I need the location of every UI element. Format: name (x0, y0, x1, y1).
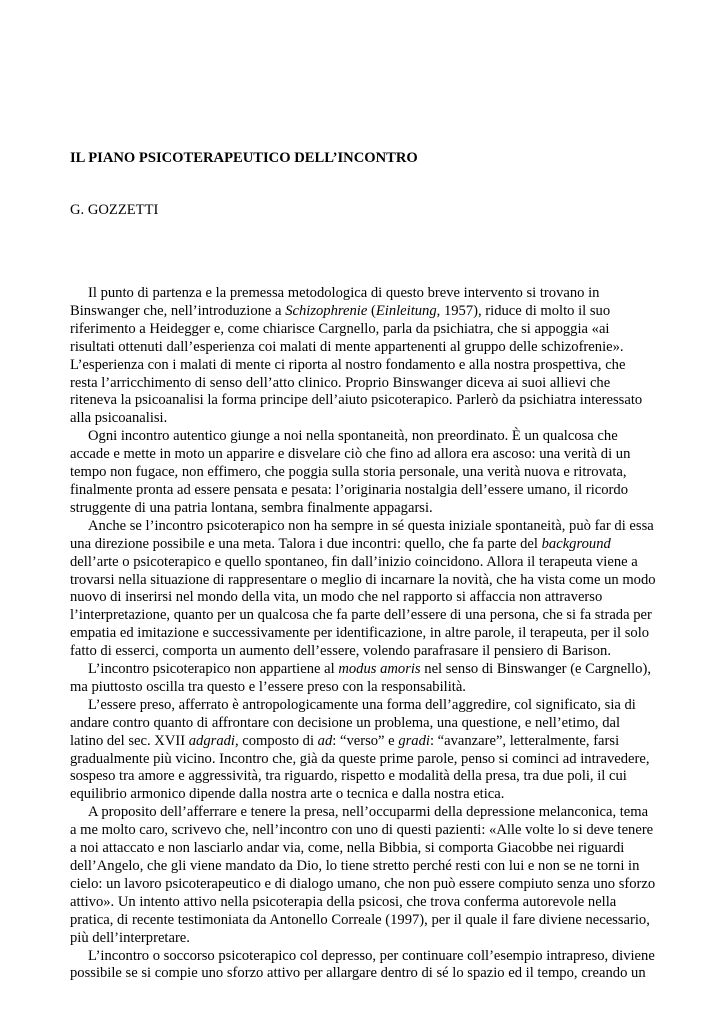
text-line (70, 715, 654, 733)
text-segment: andare contro quanto di affrontare con decisione un problema, una questione, e nell’etimo, dal (70, 714, 621, 731)
text-line (70, 894, 654, 912)
text-line (70, 786, 654, 804)
text-segment: finalmente pronta ad essere pensata e pesata: l’originaria nostalgia dell’essere umano, il ricordo (70, 481, 628, 498)
text-segment: accade e mette in moto un apparire e disvelare ciò che fino ad allora era ascoso: una verità di un (70, 446, 631, 463)
text-line (70, 375, 654, 393)
text-line (70, 554, 654, 572)
text-segment: struggente di una patria lontana, sembra finalmente appagarsi. (70, 499, 433, 516)
text-line (70, 661, 654, 679)
text-segment: Ogni incontro autentico giunge a noi nella spontaneità, non preordinato. È un qualcosa che (88, 428, 618, 445)
text-line (70, 822, 654, 840)
italic-text-segment: ad (317, 732, 333, 749)
text-segment: L’esperienza con i malati di mente ci riporta al nostro fondamento e alla nostra prospettiva, che (70, 356, 626, 373)
text-line (70, 607, 654, 625)
text-line (70, 965, 654, 983)
text-segment: dell’arte o psicoterapico e quello spontaneo, fin dall’inizio coincidono. Allora il terapeuta viene a (70, 553, 638, 570)
text-segment: fatto di esserci, comporta un aumento dell’essere, volendo parafrasare il pensiero di Barison. (70, 643, 611, 660)
text-segment: pratica, di recente testimoniata da Antonello Correale (1997), per il quale il fare diviene necessario, (70, 911, 650, 928)
text-line (70, 572, 654, 590)
text-segment: trovarsi nella situazione di rappresentare o meglio di incarnare la novità, che ha vista come un modo (70, 571, 656, 588)
text-segment: ( (367, 302, 376, 319)
text-line (70, 464, 654, 482)
text-line (70, 285, 654, 303)
text-segment: alla psicoanalisi. (70, 410, 168, 427)
text-segment: tempo non fugace, non effimero, che poggia sulla storia personale, una verità nuova e ritrovata, (70, 464, 627, 481)
text-segment: nuovo di inserirsi nel mondo della vita, un modo che nel rapporto si affaccia non attraverso (70, 589, 603, 606)
text-segment: una direzione possibile e una meta. Talora i due incontri: quello, che fa parte del (70, 535, 542, 552)
text-segment: possibile se si compie uno sforzo attivo per allargare dentro di sé lo spazio ed il tempo, creando un (70, 965, 646, 982)
text-line (70, 482, 654, 500)
text-line (70, 804, 654, 822)
text-line (70, 518, 654, 536)
text-segment: ma piuttosto oscilla tra questo e l’essere preso con la responsabilità. (70, 678, 466, 695)
text-line (70, 768, 654, 786)
text-segment: dell’Angelo, che gli viene mandato da Dio, lo tiene stretto perché resti con lui e non se ne torni in (70, 858, 640, 874)
text-line (70, 536, 654, 554)
text-line (70, 392, 654, 410)
text-line (70, 339, 654, 357)
text-line (70, 589, 654, 607)
text-line (70, 912, 654, 930)
text-segment: a noi attaccato e non lasciarlo andar via, come, nella Bibbia, si comporta Giacobbe nei riguardi (70, 840, 625, 857)
text-segment: riferimento a Heidegger e, come chiarisce Cargnello, parla da psichiatra, che si appoggia «ai (70, 320, 610, 337)
text-segment: risultati ottenuti dall’esperienza coi malati di mente appartenenti al gruppo delle schizofrenie». (70, 338, 624, 355)
text-line (70, 948, 654, 966)
text-segment: cielo: un lavoro psicoterapeutico e di dialogo umano, che non può essere compiuto senza uno sforzo (70, 875, 656, 892)
text-segment: riteneva la psicoanalisi la forma principe dell’aiuto psicoterapico. Parlerò da psichiatra interessato (70, 392, 643, 409)
text-line (70, 500, 654, 518)
text-segment: attivo». Un intento attivo nella psicoterapia della psicosi, che trova conferma autorevole nella (70, 893, 617, 910)
text-segment: resta l’arricchimento di senso dell’atto clinico. Proprio Binswanger diceva ai suoi allievi che (70, 374, 611, 391)
text-segment: sospeso tra amore e aggressività, tra riguardo, rispetto e modalità della presa, tra due poli, il cui (70, 768, 627, 785)
text-line (70, 321, 654, 339)
text-segment: nel senso di Binswanger (e Cargnello), (420, 661, 651, 678)
paper-title: IL PIANO PSICOTERAPEUTICO DELL’INCONTRO (70, 150, 418, 166)
text-line (70, 625, 654, 643)
text-segment: L’incontro psicoterapico non appartiene al (88, 661, 339, 678)
text-segment: latino del sec. XVII (70, 732, 189, 749)
italic-text-segment: adgradi (188, 732, 235, 749)
text-segment: , 1957), riduce di molto il suo (436, 302, 611, 319)
text-line (70, 410, 654, 428)
text-segment: L’incontro o soccorso psicoterapico col depresso, per continuare coll’esempio intrapreso, diviene (88, 947, 655, 964)
text-line (70, 876, 654, 894)
text-segment: più dell’interpretare. (70, 929, 190, 946)
text-segment: Il punto di partenza e la premessa metodologica di questo breve intervento si trovano in (88, 285, 600, 301)
text-line (70, 428, 654, 446)
text-segment: : “verso” e (332, 732, 399, 749)
italic-text-segment: background (541, 535, 611, 552)
text-segment: A proposito dell’afferrare e tenere la presa, nell’occuparmi della depressione melanconica, tema (88, 804, 649, 821)
text-line (70, 679, 654, 697)
paper-author: G. GOZZETTI (70, 202, 159, 218)
italic-text-segment: Schizophrenie (285, 302, 368, 319)
text-line (70, 643, 654, 661)
text-segment: l’interpretazione, quanto per un qualcosa che fa parte dell’essere di una persona, che si fa strada per (70, 607, 652, 624)
text-line (70, 303, 654, 321)
text-segment: empatia ed imitazione e successivamente per identificazione, in altre parole, il terapeuta, per il solo (70, 625, 650, 642)
paper-body (70, 285, 654, 983)
text-line (70, 446, 654, 464)
text-segment: L’essere preso, afferrato è antropologicamente una forma dell’aggredire, col significato, sia di (88, 696, 636, 713)
italic-text-segment: gradi (398, 732, 430, 749)
text-line (70, 858, 654, 876)
text-segment: Binswanger che, nell’introduzione a (70, 302, 286, 319)
text-segment: , composto di (234, 732, 318, 749)
text-segment: Anche se l’incontro psicoterapico non ha sempre in sé questa iniziale spontaneità, può far di essa (88, 517, 654, 534)
italic-text-segment: modus amoris (338, 661, 421, 678)
italic-text-segment: Einleitung (375, 302, 437, 319)
text-segment: equilibrio armonico dipende dalla nostra arte o tecnica e dalla nostra etica. (70, 786, 505, 803)
text-segment: a me molto caro, scrivevo che, nell’incontro con uno di questi pazienti: «Alle volte lo si deve tenere (70, 822, 654, 839)
text-line (70, 930, 654, 948)
text-line (70, 733, 654, 751)
text-segment: gradualmente più vicino. Incontro che, già da queste prime parole, penso si cominci ad intravedere, (70, 750, 650, 767)
text-line (70, 697, 654, 715)
text-segment: : “avanzare”, letteralmente, farsi (429, 732, 620, 749)
text-line (70, 751, 654, 769)
text-line (70, 357, 654, 375)
text-line (70, 840, 654, 858)
